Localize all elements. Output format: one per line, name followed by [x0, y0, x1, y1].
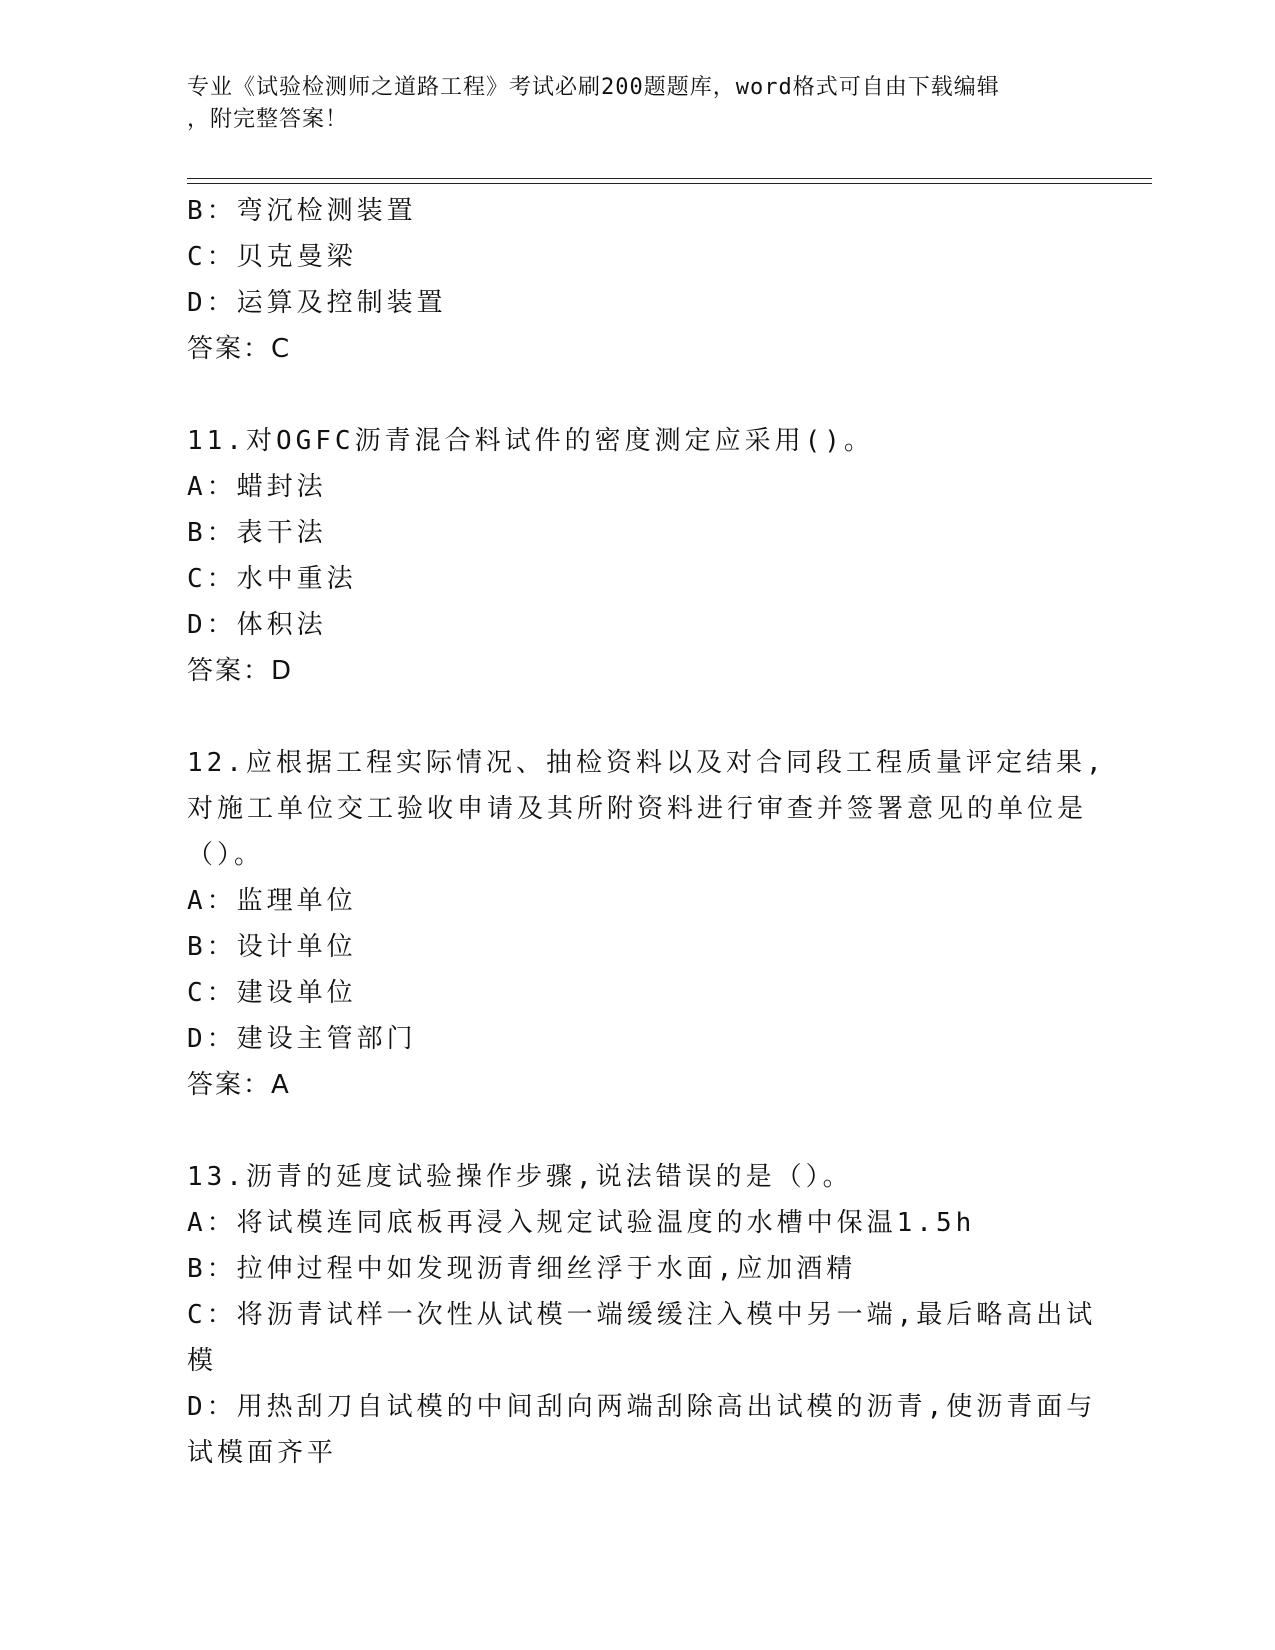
option-a: A：蜡封法	[187, 472, 327, 502]
spacer	[187, 694, 1067, 740]
option-d-continued: 试模面齐平	[187, 1438, 338, 1468]
question-10	[187, 188, 1067, 372]
option-c: C：将沥青试样一次性从试模一端缓缓注入模中另一端,最后略高出试	[187, 1300, 1097, 1330]
spacer	[187, 372, 1067, 418]
option-d: D：用热刮刀自试模的中间刮向两端刮除高出试模的沥青,使沥青面与	[187, 1392, 1097, 1422]
header-title-line: 专业《试验检测师之道路工程》考试必刷200题题库，word格式可自由下载编辑	[187, 75, 1000, 100]
question-text: 12.应根据工程实际情况、抽检资料以及对合同段工程质量评定结果,	[187, 748, 1106, 778]
option-a: A：将试模连同底板再浸入规定试验温度的水槽中保温1.5h	[187, 1208, 976, 1238]
option-b: B：设计单位	[187, 932, 357, 962]
question-13	[187, 1154, 1097, 1476]
question-text-continued: 对施工单位交工验收申请及其所附资料进行审查并签署意见的单位是	[187, 794, 1088, 824]
question-text-continued: （）。	[187, 840, 265, 870]
option-b: B：拉伸过程中如发现沥青细丝浮于水面,应加酒精	[187, 1254, 857, 1284]
option-b: B：表干法	[187, 518, 327, 548]
question-12	[187, 740, 1106, 1108]
header-divider	[187, 178, 1152, 184]
question-11	[187, 418, 1067, 694]
answer: 答案：D	[187, 656, 294, 686]
question-text: 13.沥青的延度试验操作步骤,说法错误的是（）。	[187, 1162, 853, 1192]
option-d: D：运算及控制装置	[187, 288, 447, 318]
question-text: 11.对OGFC沥青混合料试件的密度测定应采用()。	[187, 426, 874, 456]
option-c: C：水中重法	[187, 564, 357, 594]
spacer	[187, 1108, 1067, 1154]
answer: 答案：A	[187, 1070, 291, 1100]
option-b: B：弯沉检测装置	[187, 196, 417, 226]
option-d: D：建设主管部门	[187, 1024, 417, 1054]
header-title-line-continued: ，附完整答案！	[187, 107, 349, 132]
option-d: D：体积法	[187, 610, 327, 640]
option-c-continued: 模	[187, 1346, 218, 1376]
option-c: C：贝克曼梁	[187, 242, 357, 272]
option-a: A：监理单位	[187, 886, 357, 916]
question-list	[187, 188, 1106, 1476]
answer: 答案：C	[187, 334, 292, 364]
document-header	[187, 72, 1067, 136]
option-c: C：建设单位	[187, 978, 357, 1008]
